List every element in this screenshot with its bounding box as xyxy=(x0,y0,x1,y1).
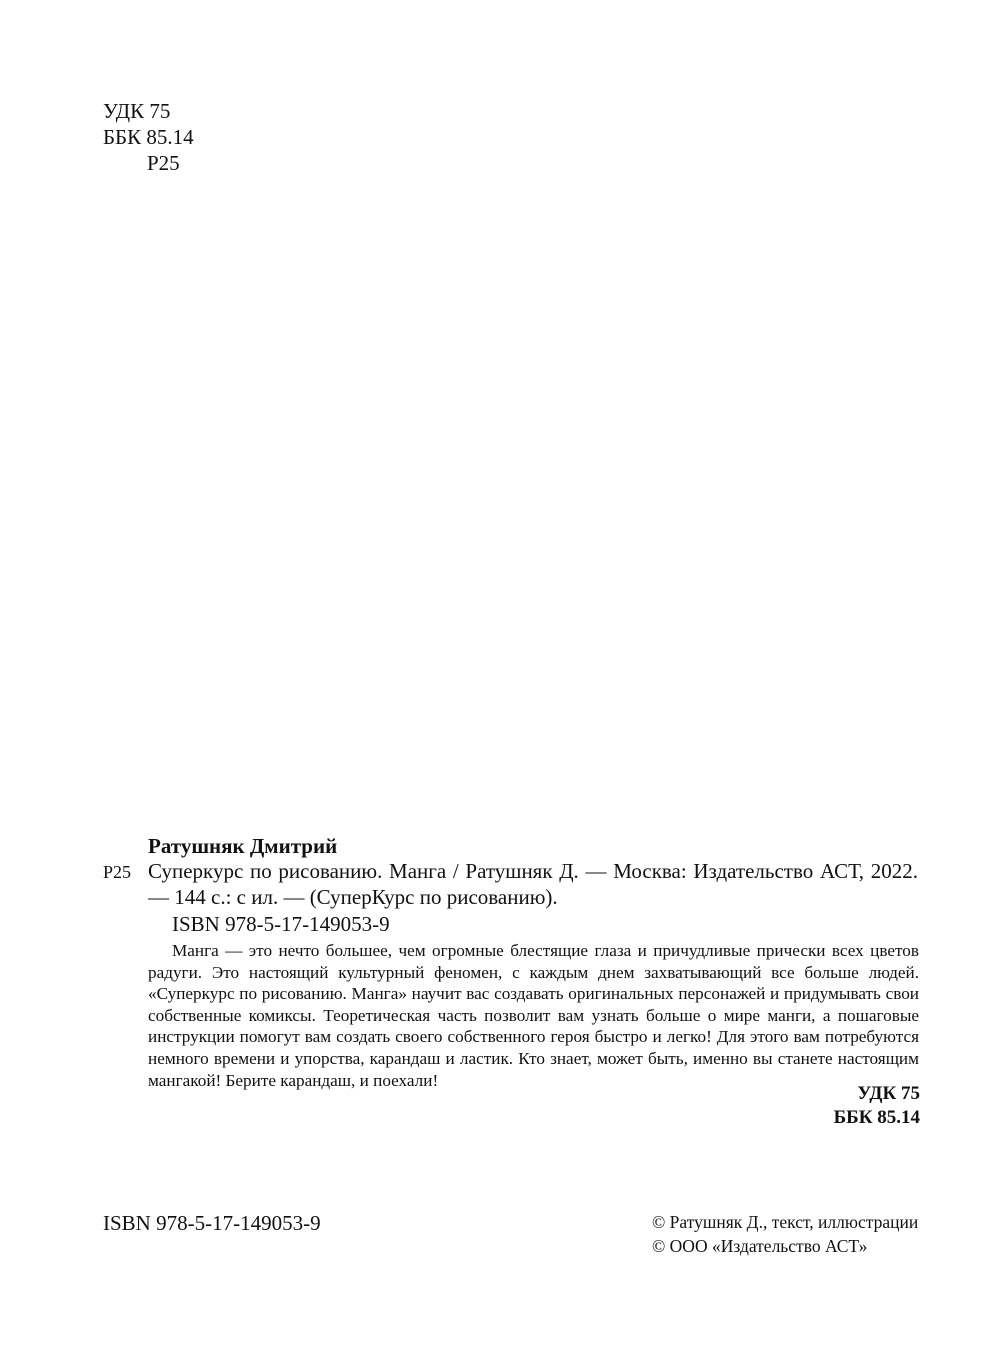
copyright-publisher: © ООО «Издательство АСТ» xyxy=(652,1236,868,1256)
top-author-mark: Р25 xyxy=(147,151,180,175)
bibliographic-text: Суперкурс по рисованию. Манга / Ратушняк Д. — Москва: Издательство АСТ, 2022. — 144 с.: с ил. — (СуперКурс по рисованию). xyxy=(148,859,918,909)
record-udk-code: УДК 75 xyxy=(857,1083,920,1104)
side-author-mark: Р25 xyxy=(103,862,132,882)
record-bbk-code: ББК 85.14 xyxy=(833,1107,920,1128)
top-udk-code: УДК 75 xyxy=(103,99,171,123)
record-isbn: ISBN 978-5-17-149053-9 xyxy=(172,912,390,936)
author-heading: Ратушняк Дмитрий xyxy=(148,834,338,858)
bibliographic-description xyxy=(148,858,918,910)
top-bbk-code: ББК 85.14 xyxy=(103,125,194,149)
annotation-block xyxy=(148,940,919,1091)
annotation-text: Манга — это нечто большее, чем огромные блестящие глаза и причудливые прически всех цветов радуги. Это настоящий культурный феномен, с каждым днем захватывающий все больше людей. «Суперкурс по рисованию. Манга» научит вас создавать оригинальных персонажей и придумывать свои собственные комиксы. Теоретическая часть позволит вам узнать больше о мире манги, а пошаговые инструкции помогут вам создать своего собственного героя быстро и легко! Для этого вам потребуются немного времени и упорства, карандаш и ластик. Кто знает, может быть, именно вы станете настоящим мангакой! Берите карандаш, и поехали! xyxy=(148,941,919,1090)
footer-isbn: ISBN 978-5-17-149053-9 xyxy=(103,1211,321,1235)
record-classification-block xyxy=(834,1082,920,1130)
copyright-author: © Ратушняк Д., текст, иллюстрации xyxy=(652,1212,919,1232)
top-classification-block xyxy=(103,98,194,176)
copyright-block xyxy=(652,1210,918,1258)
